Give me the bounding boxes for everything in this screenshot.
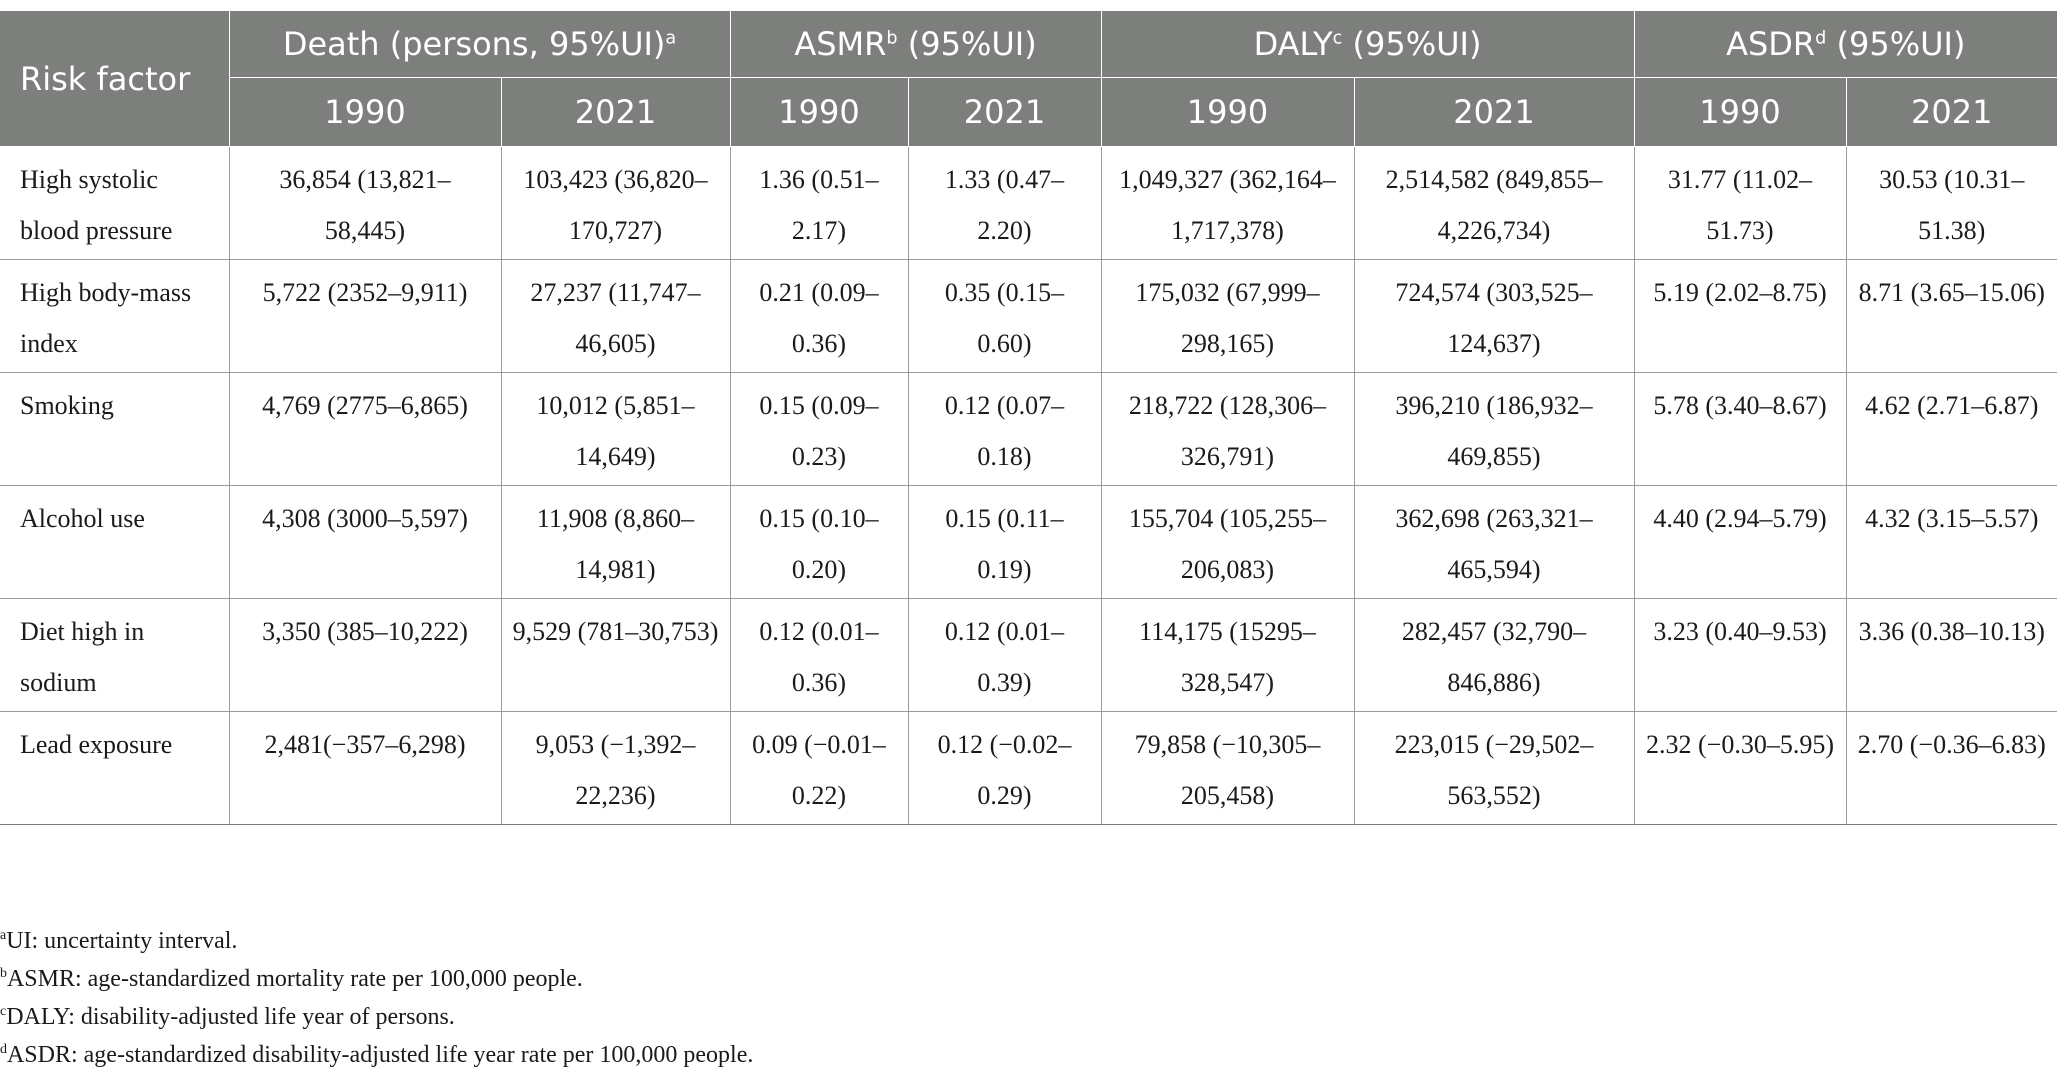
header-year: 1990	[730, 78, 908, 147]
data-cell: 114,175 (15295–328,547)	[1101, 599, 1354, 712]
data-cell: 155,704 (105,255–206,083)	[1101, 486, 1354, 599]
data-cell: 223,015 (−29,502–563,552)	[1354, 712, 1634, 825]
data-cell: 2.32 (−0.30–5.95)	[1634, 712, 1846, 825]
risk-factor-table	[0, 10, 2057, 825]
data-cell: 0.15 (0.11–0.19)	[908, 486, 1101, 599]
data-cell: 11,908 (8,860–14,981)	[501, 486, 730, 599]
data-cell: 4,308 (3000–5,597)	[229, 486, 501, 599]
data-cell: 3,350 (385–10,222)	[229, 599, 501, 712]
header-year: 1990	[1634, 78, 1846, 147]
header-group-asdr-sup: d	[1815, 28, 1827, 49]
header-group-death-sup: a	[665, 28, 677, 49]
data-cell: 9,053 (−1,392–22,236)	[501, 712, 730, 825]
data-cell: 2,514,582 (849,855–4,226,734)	[1354, 147, 1634, 260]
data-cell: 0.12 (0.01–0.36)	[730, 599, 908, 712]
footnote-mark: b	[0, 966, 7, 981]
header-row-groups	[0, 11, 2057, 78]
table-row	[0, 712, 2057, 825]
table-row	[0, 373, 2057, 486]
footnote-text: ASMR: age-standardized mortality rate per 100,000 people.	[6, 966, 583, 992]
data-cell: 3.23 (0.40–9.53)	[1634, 599, 1846, 712]
data-cell: 1.36 (0.51–2.17)	[730, 147, 908, 260]
header-year: 2021	[1846, 78, 2057, 147]
data-cell: 5.19 (2.02–8.75)	[1634, 260, 1846, 373]
header-group-daly-sup: c	[1332, 28, 1343, 49]
footnote-text: UI: uncertainty interval.	[6, 928, 238, 954]
data-cell: 8.71 (3.65–15.06)	[1846, 260, 2057, 373]
header-group-asmr	[730, 11, 1101, 78]
header-group-daly	[1101, 11, 1634, 78]
header-group-daly-label: DALY	[1253, 25, 1333, 63]
data-cell: 4,769 (2775–6,865)	[229, 373, 501, 486]
header-group-asmr-sup: b	[886, 28, 898, 49]
table-row	[0, 147, 2057, 260]
data-cell: 103,423 (36,820–170,727)	[501, 147, 730, 260]
header-year: 2021	[1354, 78, 1634, 147]
data-cell: 175,032 (67,999–298,165)	[1101, 260, 1354, 373]
header-group-asdr	[1634, 11, 2057, 78]
risk-factor-cell: Lead exposure	[0, 712, 229, 825]
data-cell: 5.78 (3.40–8.67)	[1634, 373, 1846, 486]
data-cell: 1,049,327 (362,164–1,717,378)	[1101, 147, 1354, 260]
header-group-death-label: Death (persons, 95%UI)	[282, 25, 666, 63]
footnote-text: ASDR: age-standardized disability-adjusted life year rate per 100,000 people.	[6, 1042, 754, 1068]
data-cell: 79,858 (−10,305–205,458)	[1101, 712, 1354, 825]
header-year: 1990	[1101, 78, 1354, 147]
table-row	[0, 599, 2057, 712]
data-cell: 0.35 (0.15–0.60)	[908, 260, 1101, 373]
data-cell: 2,481(−357–6,298)	[229, 712, 501, 825]
data-cell: 0.12 (0.01–0.39)	[908, 599, 1101, 712]
header-group-asmr-label: ASMR	[794, 25, 887, 63]
header-risk-factor: Risk factor	[0, 11, 229, 147]
data-cell: 282,457 (32,790–846,886)	[1354, 599, 1634, 712]
data-cell: 30.53 (10.31–51.38)	[1846, 147, 2057, 260]
footnote-mark: d	[0, 1042, 7, 1057]
data-cell: 31.77 (11.02–51.73)	[1634, 147, 1846, 260]
data-cell: 0.12 (0.07–0.18)	[908, 373, 1101, 486]
header-group-daly-suffix: (95%UI)	[1342, 25, 1482, 63]
header-group-asdr-suffix: (95%UI)	[1826, 25, 1966, 63]
data-cell: 362,698 (263,321–465,594)	[1354, 486, 1634, 599]
data-cell: 2.70 (−0.36–6.83)	[1846, 712, 2057, 825]
data-cell: 724,574 (303,525–124,637)	[1354, 260, 1634, 373]
footnote	[0, 998, 2057, 1036]
data-cell: 27,237 (11,747–46,605)	[501, 260, 730, 373]
header-year: 2021	[501, 78, 730, 147]
data-cell: 9,529 (781–30,753)	[501, 599, 730, 712]
header-group-asmr-suffix: (95%UI)	[897, 25, 1037, 63]
data-cell: 4.40 (2.94–5.79)	[1634, 486, 1846, 599]
data-cell: 0.12 (−0.02–0.29)	[908, 712, 1101, 825]
footnote-text: DALY: disability-adjusted life year of persons.	[6, 1004, 455, 1030]
data-cell: 4.62 (2.71–6.87)	[1846, 373, 2057, 486]
data-cell: 0.09 (−0.01–0.22)	[730, 712, 908, 825]
risk-factor-cell: Smoking	[0, 373, 229, 486]
data-cell: 3.36 (0.38–10.13)	[1846, 599, 2057, 712]
header-year: 2021	[908, 78, 1101, 147]
data-cell: 1.33 (0.47–2.20)	[908, 147, 1101, 260]
footnote	[0, 1036, 2057, 1074]
risk-factor-cell: Alcohol use	[0, 486, 229, 599]
footnotes	[0, 922, 2057, 1074]
data-cell: 36,854 (13,821–58,445)	[229, 147, 501, 260]
footnote	[0, 960, 2057, 998]
header-group-asdr-label: ASDR	[1726, 25, 1816, 63]
data-cell: 0.21 (0.09–0.36)	[730, 260, 908, 373]
header-group-death	[229, 11, 730, 78]
header-row-years	[0, 78, 2057, 147]
table-row	[0, 260, 2057, 373]
risk-factor-cell: High systolic blood pressure	[0, 147, 229, 260]
data-cell: 396,210 (186,932–469,855)	[1354, 373, 1634, 486]
data-cell: 0.15 (0.09–0.23)	[730, 373, 908, 486]
table-row	[0, 486, 2057, 599]
data-cell: 5,722 (2352–9,911)	[229, 260, 501, 373]
risk-factor-cell: High body-mass index	[0, 260, 229, 373]
data-cell: 4.32 (3.15–5.57)	[1846, 486, 2057, 599]
footnote-mark: c	[0, 1004, 7, 1019]
data-cell: 10,012 (5,851–14,649)	[501, 373, 730, 486]
risk-factor-cell: Diet high in sodium	[0, 599, 229, 712]
data-cell: 218,722 (128,306–326,791)	[1101, 373, 1354, 486]
footnote-mark: a	[0, 928, 7, 943]
footnote	[0, 922, 2057, 960]
data-cell: 0.15 (0.10–0.20)	[730, 486, 908, 599]
header-year: 1990	[229, 78, 501, 147]
